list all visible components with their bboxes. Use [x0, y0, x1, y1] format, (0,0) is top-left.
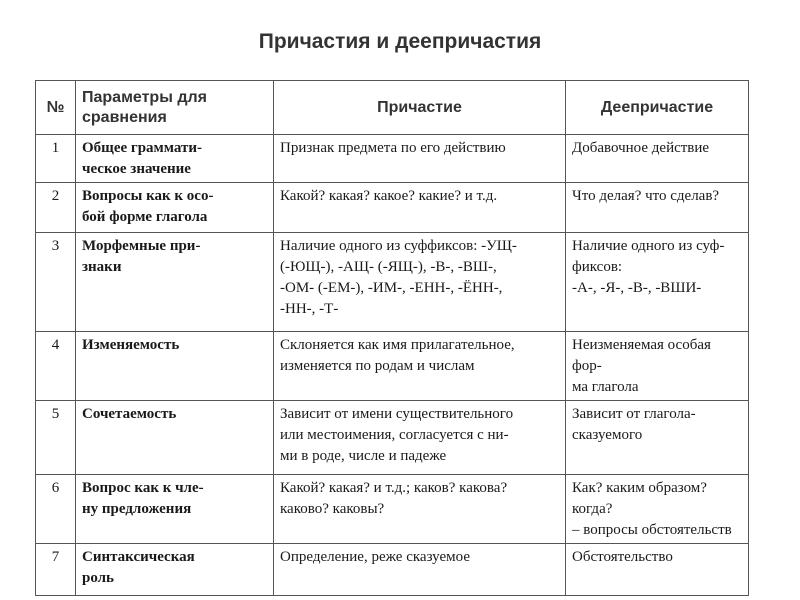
- row-participle: Зависит от имени существительного или местоимения, согласуется с ни- ми в роде, числе и падеже: [274, 401, 566, 475]
- row-parameter: Изменяемость: [76, 332, 274, 401]
- header-gerund: Деепричастие: [566, 81, 749, 135]
- row-gerund: Наличие одного из суф- фиксов: -А-, -Я-, -В-, -ВШИ-: [566, 233, 749, 332]
- row-participle: Наличие одного из суффиксов: -УЩ- (-ЮЩ-), -АЩ- (-ЯЩ-), -В-, -ВШ-, -ОМ- (-ЕМ-), -ИМ-, -ЕНН-, -ЁНН-, -НН-, -Т-: [274, 233, 566, 332]
- row-number: 5: [36, 401, 76, 475]
- row-number: 6: [36, 475, 76, 544]
- comparison-table: [35, 80, 749, 596]
- row-number: 2: [36, 183, 76, 233]
- header-participle: Причастие: [274, 81, 566, 135]
- row-gerund: Неизменяемая особая фор- ма глагола: [566, 332, 749, 401]
- table-row: [36, 332, 749, 401]
- row-participle: Склоняется как имя прилагательное, изменяется по родам и числам: [274, 332, 566, 401]
- row-parameter: Общее граммати- ческое значение: [76, 135, 274, 183]
- row-participle: Определение, реже сказуемое: [274, 544, 566, 596]
- table-row: [36, 135, 749, 183]
- header-row: [36, 81, 749, 135]
- table-row: [36, 475, 749, 544]
- table-row: [36, 183, 749, 233]
- row-number: 3: [36, 233, 76, 332]
- table-row: [36, 401, 749, 475]
- header-number: №: [36, 81, 76, 135]
- row-number: 4: [36, 332, 76, 401]
- row-parameter: Синтаксическая роль: [76, 544, 274, 596]
- row-participle: Какой? какая? какое? какие? и т.д.: [274, 183, 566, 233]
- row-number: 1: [36, 135, 76, 183]
- row-gerund: Что делая? что сделав?: [566, 183, 749, 233]
- row-parameter: Сочетаемость: [76, 401, 274, 475]
- header-parameters: Параметры для сравнения: [76, 81, 274, 135]
- row-gerund: Зависит от глагола- сказуемого: [566, 401, 749, 475]
- row-parameter: Вопросы как к осо- бой форме глагола: [76, 183, 274, 233]
- page-title: Причастия и деепричастия: [258, 30, 542, 53]
- row-gerund: Добавочное действие: [566, 135, 749, 183]
- table-row: [36, 233, 749, 332]
- row-gerund: Как? каким образом? когда? – вопросы обстоятельств: [566, 475, 749, 544]
- row-number: 7: [36, 544, 76, 596]
- row-parameter: Вопрос как к чле- ну предложения: [76, 475, 274, 544]
- row-gerund: Обстоятельство: [566, 544, 749, 596]
- row-participle: Какой? какая? и т.д.; каков? какова? каково? каковы?: [274, 475, 566, 544]
- row-participle: Признак предмета по его действию: [274, 135, 566, 183]
- table-row: [36, 544, 749, 596]
- row-parameter: Морфемные при- знаки: [76, 233, 274, 332]
